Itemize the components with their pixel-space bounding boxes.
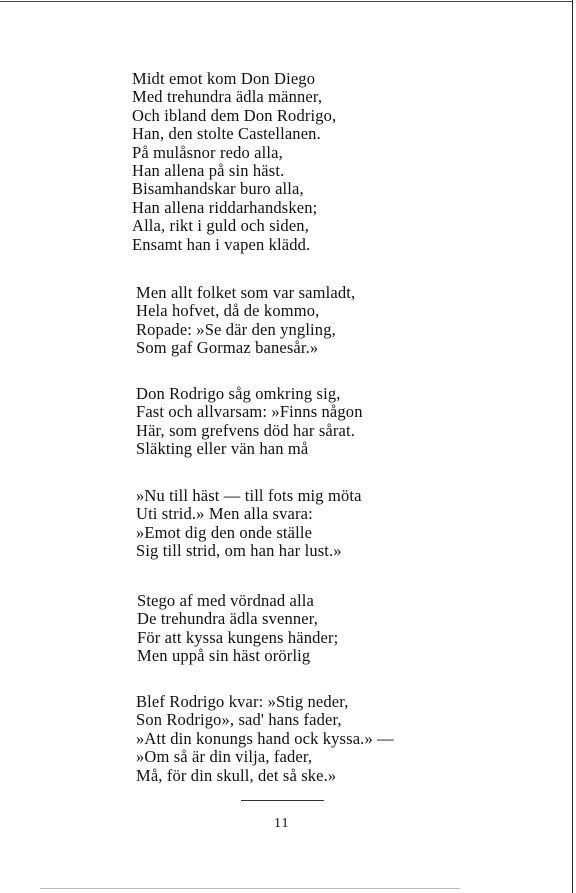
poem-line: Son Rodrigo», sad' hans fader, [136, 710, 342, 730]
poem-line: Som gaf Gormaz banesår.» [136, 338, 319, 358]
poem-line: Men allt folket som var samladt, [136, 283, 356, 302]
poem-line: Midt emot kom Don Diego [132, 69, 316, 88]
poem-line: Alla, rikt i guld och siden, [132, 216, 309, 236]
poem-line: »Om så är din vilja, fader, [136, 747, 313, 767]
stanza-4 [136, 487, 362, 561]
poem-line: Stego af med vördnad alla [137, 591, 314, 610]
poem-line: »Emot dig den onde ställe [136, 522, 313, 542]
page-number: 11 [274, 816, 290, 831]
poem-line: För att kyssa kungens händer; [137, 627, 339, 647]
poem-line: På mulåsnor redo alla, [132, 142, 283, 162]
stanza-2 [136, 284, 355, 358]
poem-line: Släkting eller vän han må [136, 439, 309, 459]
page-bottom-edge [40, 888, 460, 889]
poem-line: »Nu till häst — till fots mig möta [136, 486, 362, 505]
poem-line: Fast och allvarsam: »Finns någon [136, 402, 363, 422]
poem-line: Ensamt han i vapen klädd. [132, 234, 311, 254]
poem-line: Han allena riddarhandsken; [132, 197, 318, 217]
poem-line: »Att din konungs hand ock kyssa.» — [136, 728, 394, 748]
poem-line: Här, som grefvens död har sårat. [136, 420, 356, 440]
poem-line: Han allena på sin häst. [132, 161, 285, 181]
poem-line: Han, den stolte Castellanen. [132, 124, 321, 144]
stanza-3 [136, 385, 363, 459]
poem-line: Hela hofvet, då de kommo, [136, 301, 320, 321]
stanza-1 [132, 70, 336, 254]
poem-line: Ropade: »Se där den yngling, [136, 319, 336, 339]
page-top-edge [0, 1, 573, 2]
poem-line: Sig till strid, om han har lust.» [136, 541, 342, 561]
poem-line: Må, för din skull, det så ske.» [136, 765, 337, 785]
poem-line: Bisamhandskar buro alla, [132, 179, 304, 199]
poem-line: De trehundra ädla svenner, [137, 609, 318, 629]
footer-divider [241, 800, 324, 801]
poem-line: Med trehundra ädla männer, [132, 87, 323, 107]
stanza-6 [136, 693, 394, 785]
poem-line: Uti strid.» Men alla svara: [136, 504, 313, 524]
poem-line: Och ibland dem Don Rodrigo, [132, 105, 337, 125]
stanza-5 [137, 592, 338, 666]
page-right-edge [572, 0, 573, 893]
poem-line: Blef Rodrigo kvar: »Stig neder, [136, 692, 349, 711]
poem-line: Don Rodrigo såg omkring sig, [136, 384, 341, 403]
poem-line: Men uppå sin häst orörlig [137, 646, 311, 666]
